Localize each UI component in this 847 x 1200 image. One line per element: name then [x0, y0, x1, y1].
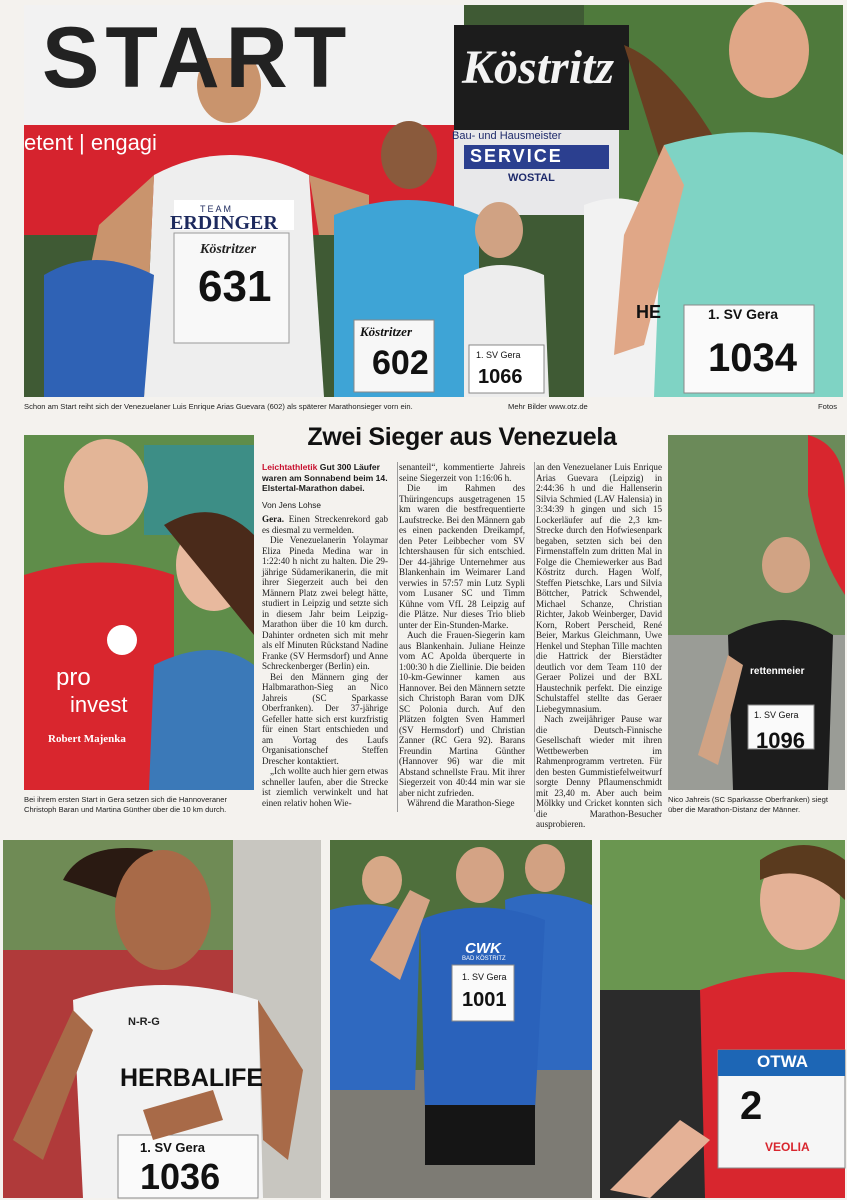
- article-paragraph: Die Venezuelanerin Yolaymar Eliza Pineda Medina war in 1:22:40 h nicht zu halten. Die 29-jährige Südamerikanerin, die mit ihrer Siegerzeit auch bei den Männern Platz zwei belegt hätte, studiert in Leipzig und setzte sich in diesem Jahr beim Leipzig-Marathon über die 10 km durch. Dahinter ordneten sich mit mehr als elf Minuten Rückstand Nadine Franke (SV Hermsdorf) und Anne Schreckenberger (Berlin) ein.: [262, 535, 388, 671]
- bib-1066-number: 1066: [478, 366, 523, 388]
- bib-631-sponsor: Köstritzer: [200, 242, 257, 257]
- article-paragraph: Die im Rahmen des Thüringencups ausgetragenen 15 km waren die bestfrequentierte Laufstrecke. Bei den Männern gab es einen packenden Dreikampf, den Peter Leibbecher vom SV Ichtershausen für sich entschied. Der 44-jährige Unternehmer aus Blankenhain im Weimarer Land verwies in 57:57 min Lutz Sypli vom Lusaner SC und Timm Kühne vom VfL 28 Leipzig auf die Plätze. Nur dieses Trio blieb unter der Ein-Stunden-Marke.: [399, 483, 525, 630]
- right-bib-number: 1096: [756, 728, 805, 753]
- article-paragraph: Während die Marathon-Siege: [407, 798, 515, 808]
- bottom-left-shirt-top: N-R-G: [128, 1016, 160, 1028]
- bottom-left-shirt-brand: HERBALIFE: [120, 1064, 264, 1092]
- left-shirt-line-1: pro: [56, 664, 91, 691]
- bib-1034-club: 1. SV Gera: [708, 306, 779, 322]
- article-lead-text: Gut 300 Läufer waren am Sonnabend beim 14. Elstertal-Marathon dabei.: [262, 462, 388, 493]
- top-caption: Schon am Start reiht sich der Venezuelaner Luis Enrique Arias Guevara (602) als späterer Marathonsieger vorn ein.: [24, 402, 413, 411]
- column-rule: [534, 462, 535, 812]
- top-banner-text: START: [42, 10, 353, 106]
- service-line-1: Bau- und Hausmeister: [452, 130, 562, 142]
- bottom-left-bib-number: 1036: [140, 1156, 221, 1197]
- article-lead: [262, 462, 388, 494]
- article-paragraph: Nach zweijähriger Pause war die Deutsch-Finnische Gesellschaft wieder mit ihren Wettbewerben im Rahmenprogramm vertreten. Für den besten Gummistiefelweitwurf sorgte Denny Pflaumenschmidt mit 23,40 m. Aber auch beim Mölkky und Cricket konnten sich die Marathon-Besucher ausprobieren.: [536, 714, 662, 829]
- left-shirt-name: Robert Majenka: [48, 733, 126, 745]
- article-headline: Zwei Sieger aus Venezuela: [307, 423, 617, 451]
- column-rule: [397, 462, 398, 812]
- bottom-left-bib-club: 1. SV Gera: [140, 1140, 206, 1155]
- article-paragraph: Bei den Männern ging der Halbmarathon-Sieg an Nico Jahreis (SC Sparkasse Oberfranken). Der 37-jährige Gefeller hatte sich erst kurzfristig für einen Start entschieden und am Vortag des Laufs Organisationschef Steffen Drescher kontaktiert.: [262, 671, 388, 766]
- bib-1066-club: 1. SV Gera: [476, 350, 521, 360]
- bottom-right-bib-top: OTWA: [757, 1052, 808, 1071]
- right-bib-club: 1. SV Gera: [754, 710, 799, 720]
- bib-631-number: 631: [198, 262, 272, 311]
- article-column-1: [262, 462, 388, 814]
- sponsor-logo: Köstritz: [462, 41, 615, 94]
- bottom-middle-bib-number: 1001: [462, 989, 507, 1011]
- right-shirt-sponsor: rettenmeier: [750, 666, 805, 677]
- article-column-3: [536, 462, 662, 829]
- article-paragraph: an den Venezuelaner Luis Enrique Arias Guevara (Leipzig) in 2:44:36 h und die Hallenserin Silvia Schmied (LAV Halensia) in 3:34:39 h gingen und sich 15 Lockerläufer auf die 2,3 km-Strecke durch den Hofwiesenpark begaben, setzten sich bei den Firmenstaffeln zum dritten Mal in Folge die Chemiewerker aus Bad Köstritz durch. Hagen Wolf, Steffen Pietschke, Lars und Silvia Böttcher, Patrick Schwendel, Michael Schanze, Christian Richter, Jakob Weinberger, David Korn, Robert Perscheid, René Beier, Markus Gleichmann, Uwe Henkel und Stephan Tille machten die Hattrick der Bierstädter deutlich vor dem Team 110 der Geraer Polizei und der BXL Haustechnik perfekt. Die einzige Schulstaffel stellte das Geraer Liebegymnasium.: [536, 462, 662, 714]
- bib-602-number: 602: [372, 344, 429, 382]
- left-caption: Bei ihrem ersten Start in Gera setzen sich die Hannoveraner Christoph Baran und Martina Günther über die 10 km durch.: [24, 795, 228, 814]
- bib-631-club: ERDINGER: [170, 212, 278, 234]
- bottom-middle-shirt-sub: BAD KÖSTRITZ: [462, 956, 506, 962]
- bib-1034-number: 1034: [708, 336, 797, 380]
- article-column-2: [399, 462, 525, 814]
- bottom-middle-photo: [330, 840, 592, 1198]
- article-paragraph: „Ich wollte auch hier gern etwas schneller laufen, aber die Strecke ist ziemlich verwinkelt und hat einen relativ hohen Wie-: [262, 766, 388, 808]
- top-caption-credit: Fotos: [818, 402, 837, 411]
- bottom-middle-bib-club: 1. SV Gera: [462, 972, 507, 982]
- bib-631-team: TEAM: [200, 204, 234, 214]
- article-paragraph: Gera. Einen Streckenrekord gab es diesmal zu vermelden.: [262, 514, 388, 535]
- top-banner-sub: etent | engagi: [24, 130, 157, 155]
- bottom-right-bib-number: 2: [740, 1084, 763, 1128]
- article-byline: Von Jens Lohse: [262, 499, 322, 510]
- service-line-2: SERVICE: [470, 146, 563, 166]
- article-kicker: Leichtathletik: [262, 462, 318, 472]
- top-caption-more[interactable]: Mehr Bilder www.otz.de: [508, 402, 588, 411]
- right-caption: Nico Jahreis (SC Sparkasse Oberfranken) siegt über die Marathon-Distanz der Männer.: [668, 795, 828, 814]
- bottom-right-bib-sponsor: VEOLIA: [765, 1140, 810, 1154]
- service-line-3: WOSTAL: [508, 172, 555, 184]
- bib-right-text: HE: [636, 302, 662, 322]
- article-body: [262, 462, 662, 829]
- article-dateline: Gera.: [262, 514, 284, 524]
- article-paragraph: senanteil“, kommentierte Jahreis seine Siegerzeit von 1:16:06 h.: [399, 462, 525, 483]
- article-paragraph: Auch die Frauen-Siegerin kam aus Blankenhain. Juliane Heinze vom AC Apolda überquerte in 1:00:30 h die Ziellinie. Die beiden 10-km-Gewinner kamen aus Hannover. Bei den Männern setzte sich Christoph Baran vom DJK SC Polonia durch. Auf den Plätzen folgten Sven Hammerl (SV Hermsdorf) und Christian Zanner (RC Gera 92). Barans Freundin Martina Günther (Hannover 96) war die mit Abstand schnellste Frau. Mit ihrer Siegerzeit von 40:44 min war sie aber nicht zufrieden.: [399, 630, 526, 798]
- bottom-middle-shirt-logo: CWK: [465, 940, 501, 957]
- left-shirt-line-2: invest: [70, 692, 128, 717]
- bib-602-sponsor: Köstritzer: [360, 324, 413, 339]
